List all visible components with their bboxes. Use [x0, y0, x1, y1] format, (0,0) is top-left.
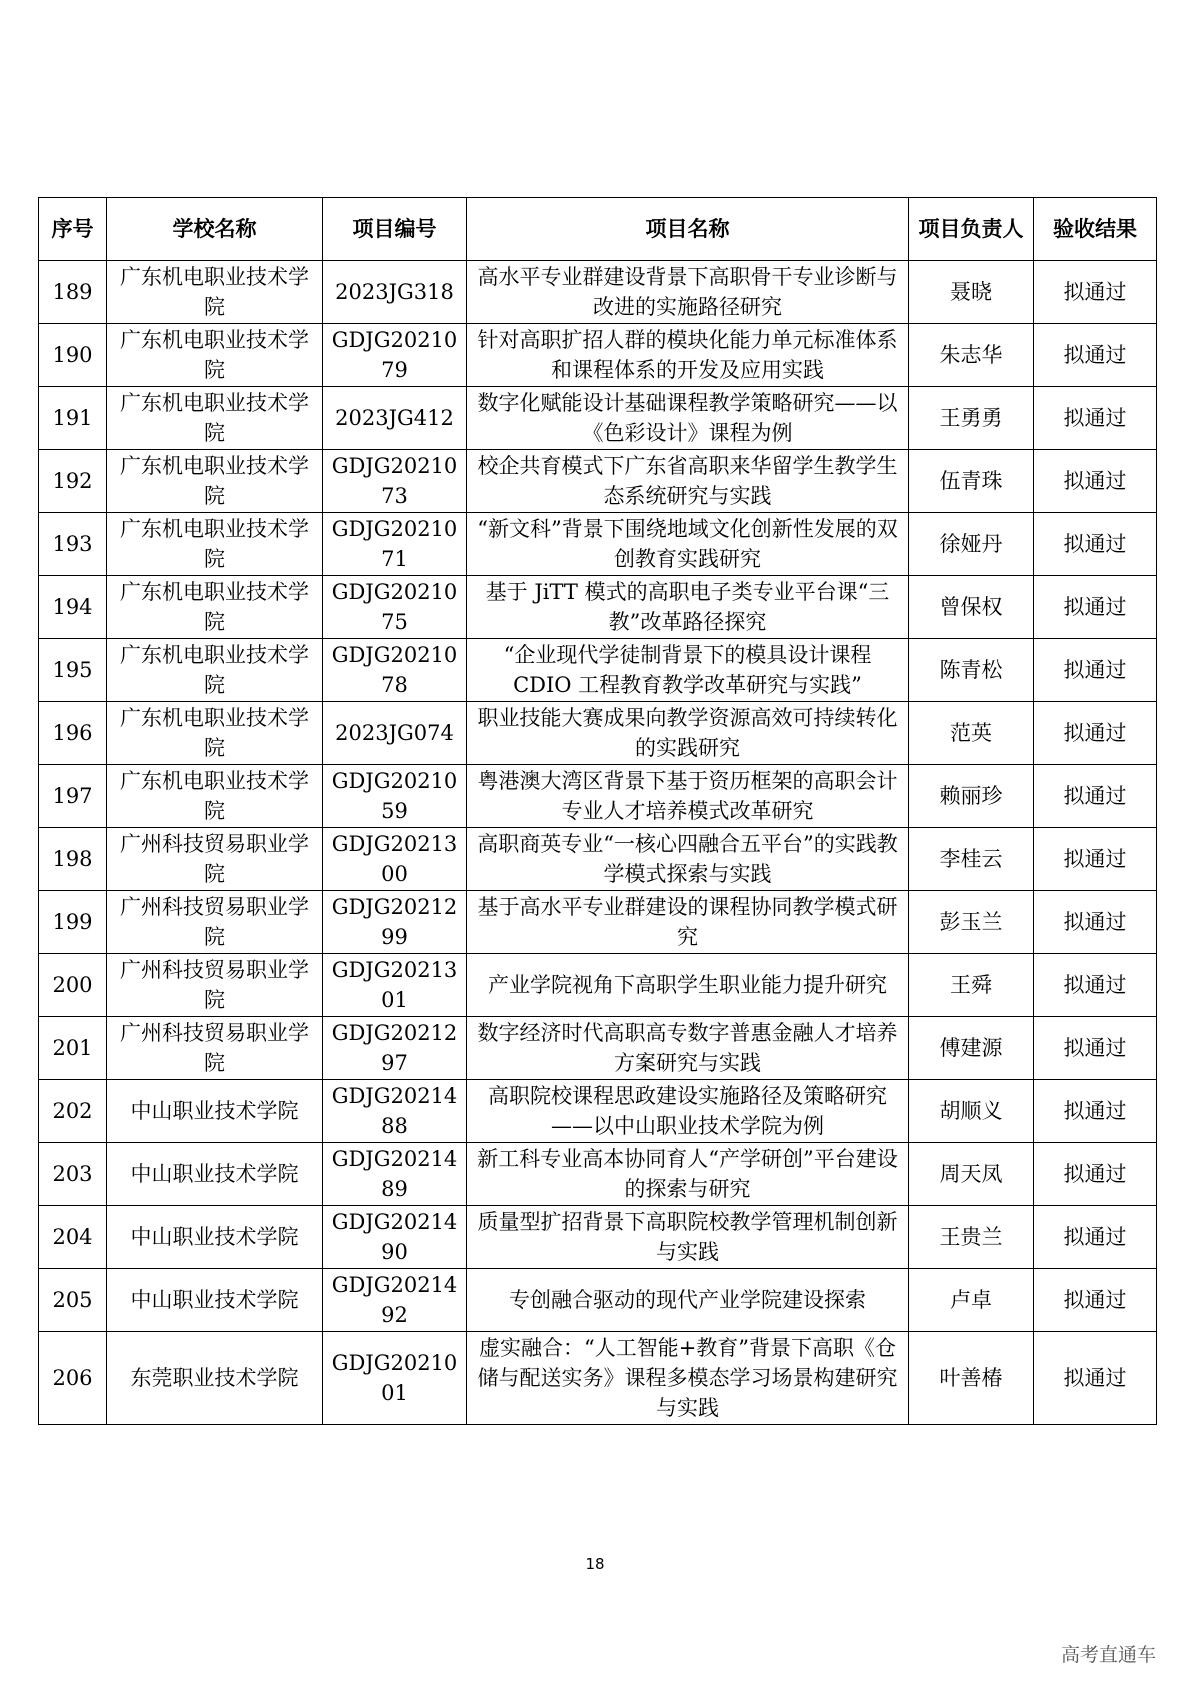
cell-result: 拟通过: [1034, 261, 1157, 324]
cell-result: 拟通过: [1034, 1143, 1157, 1206]
cell-result: 拟通过: [1034, 1206, 1157, 1269]
cell-project-name: 新工科专业高本协同育人“产学研创”平台建设的探索与研究: [467, 1143, 909, 1206]
cell-school: 中山职业技术学院: [107, 1269, 323, 1332]
cell-code: 2023JG412: [323, 387, 467, 450]
cell-school: 广东机电职业技术学院: [107, 513, 323, 576]
cell-school: 广东机电职业技术学院: [107, 702, 323, 765]
cell-code: 2023JG318: [323, 261, 467, 324]
cell-index: 205: [39, 1269, 107, 1332]
cell-index: 201: [39, 1017, 107, 1080]
cell-leader: 赖丽珍: [909, 765, 1034, 828]
cell-code: GDJG2021073: [323, 450, 467, 513]
cell-code: GDJG2021297: [323, 1017, 467, 1080]
cell-school: 广东机电职业技术学院: [107, 324, 323, 387]
table-row: [39, 765, 1157, 828]
cell-leader: 胡顺义: [909, 1080, 1034, 1143]
cell-code: GDJG2021489: [323, 1143, 467, 1206]
acceptance-table: [38, 197, 1157, 1425]
cell-code: GDJG2021071: [323, 513, 467, 576]
table-row: [39, 1206, 1157, 1269]
cell-index: 194: [39, 576, 107, 639]
cell-project-name: 基于 JiTT 模式的高职电子类专业平台课“三教”改革路径探究: [467, 576, 909, 639]
cell-leader: 王勇勇: [909, 387, 1034, 450]
page-number: 18: [585, 1555, 605, 1573]
cell-index: 190: [39, 324, 107, 387]
cell-project-name: 校企共育模式下广东省高职来华留学生教学生态系统研究与实践: [467, 450, 909, 513]
table-row: [39, 891, 1157, 954]
cell-school: 广东机电职业技术学院: [107, 387, 323, 450]
cell-index: 198: [39, 828, 107, 891]
cell-leader: 卢卓: [909, 1269, 1034, 1332]
cell-project-name: 数字经济时代高职高专数字普惠金融人才培养方案研究与实践: [467, 1017, 909, 1080]
cell-result: 拟通过: [1034, 765, 1157, 828]
watermark: 高考直通车: [1060, 1644, 1156, 1666]
header-result: 验收结果: [1034, 198, 1157, 261]
cell-result: 拟通过: [1034, 450, 1157, 513]
table-row: [39, 324, 1157, 387]
table-row: [39, 387, 1157, 450]
cell-school: 广东机电职业技术学院: [107, 261, 323, 324]
cell-index: 200: [39, 954, 107, 1017]
cell-school: 中山职业技术学院: [107, 1206, 323, 1269]
cell-code: GDJG2021300: [323, 828, 467, 891]
cell-leader: 傅建源: [909, 1017, 1034, 1080]
table-row: [39, 1269, 1157, 1332]
cell-school: 广东机电职业技术学院: [107, 576, 323, 639]
table-row: [39, 954, 1157, 1017]
cell-code: GDJG2021299: [323, 891, 467, 954]
cell-result: 拟通过: [1034, 702, 1157, 765]
cell-school: 中山职业技术学院: [107, 1080, 323, 1143]
cell-code: GDJG2021075: [323, 576, 467, 639]
cell-school: 广州科技贸易职业学院: [107, 828, 323, 891]
cell-leader: 聂晓: [909, 261, 1034, 324]
cell-code: 2023JG074: [323, 702, 467, 765]
cell-code: GDJG2021301: [323, 954, 467, 1017]
cell-leader: 李桂云: [909, 828, 1034, 891]
cell-leader: 陈青松: [909, 639, 1034, 702]
cell-index: 203: [39, 1143, 107, 1206]
table-row: [39, 576, 1157, 639]
cell-result: 拟通过: [1034, 828, 1157, 891]
table-header-row: [39, 198, 1157, 261]
cell-school: 广东机电职业技术学院: [107, 450, 323, 513]
table-row: [39, 1080, 1157, 1143]
cell-project-name: “新文科”背景下围绕地域文化创新性发展的双创教育实践研究: [467, 513, 909, 576]
header-school: 学校名称: [107, 198, 323, 261]
cell-index: 193: [39, 513, 107, 576]
cell-index: 197: [39, 765, 107, 828]
cell-result: 拟通过: [1034, 954, 1157, 1017]
cell-code: GDJG2021490: [323, 1206, 467, 1269]
cell-index: 192: [39, 450, 107, 513]
cell-result: 拟通过: [1034, 639, 1157, 702]
cell-school: 广州科技贸易职业学院: [107, 1017, 323, 1080]
header-code: 项目编号: [323, 198, 467, 261]
cell-code: GDJG2021001: [323, 1332, 467, 1425]
cell-leader: 彭玉兰: [909, 891, 1034, 954]
cell-school: 中山职业技术学院: [107, 1143, 323, 1206]
cell-result: 拟通过: [1034, 1017, 1157, 1080]
cell-code: GDJG2021488: [323, 1080, 467, 1143]
cell-project-name: 虚实融合：“人工智能+教育”背景下高职《仓储与配送实务》课程多模态学习场景构建研究与实践: [467, 1332, 909, 1425]
table-row: [39, 513, 1157, 576]
cell-index: 191: [39, 387, 107, 450]
cell-result: 拟通过: [1034, 1080, 1157, 1143]
cell-project-name: 职业技能大赛成果向教学资源高效可持续转化的实践研究: [467, 702, 909, 765]
header-index: 序号: [39, 198, 107, 261]
cell-code: GDJG2021059: [323, 765, 467, 828]
cell-leader: 王舜: [909, 954, 1034, 1017]
cell-leader: 叶善椿: [909, 1332, 1034, 1425]
header-project-name: 项目名称: [467, 198, 909, 261]
cell-project-name: 质量型扩招背景下高职院校教学管理机制创新与实践: [467, 1206, 909, 1269]
cell-index: 189: [39, 261, 107, 324]
table-body: [39, 261, 1157, 1425]
cell-code: GDJG2021492: [323, 1269, 467, 1332]
cell-project-name: 粤港澳大湾区背景下基于资历框架的高职会计专业人才培养模式改革研究: [467, 765, 909, 828]
cell-project-name: 基于高水平专业群建设的课程协同教学模式研究: [467, 891, 909, 954]
cell-index: 199: [39, 891, 107, 954]
cell-project-name: 专创融合驱动的现代产业学院建设探索: [467, 1269, 909, 1332]
cell-result: 拟通过: [1034, 1269, 1157, 1332]
cell-index: 204: [39, 1206, 107, 1269]
cell-index: 196: [39, 702, 107, 765]
cell-result: 拟通过: [1034, 513, 1157, 576]
table-row: [39, 450, 1157, 513]
cell-leader: 伍青珠: [909, 450, 1034, 513]
table-row: [39, 1332, 1157, 1425]
cell-school: 广东机电职业技术学院: [107, 639, 323, 702]
table-row: [39, 1143, 1157, 1206]
cell-code: GDJG2021079: [323, 324, 467, 387]
cell-result: 拟通过: [1034, 1332, 1157, 1425]
cell-school: 广州科技贸易职业学院: [107, 954, 323, 1017]
cell-project-name: 针对高职扩招人群的模块化能力单元标准体系和课程体系的开发及应用实践: [467, 324, 909, 387]
cell-project-name: 高水平专业群建设背景下高职骨干专业诊断与改进的实施路径研究: [467, 261, 909, 324]
cell-leader: 周天凤: [909, 1143, 1034, 1206]
cell-project-name: 高职商英专业“一核心四融合五平台”的实践教学模式探索与实践: [467, 828, 909, 891]
cell-project-name: 产业学院视角下高职学生职业能力提升研究: [467, 954, 909, 1017]
cell-result: 拟通过: [1034, 387, 1157, 450]
cell-leader: 王贵兰: [909, 1206, 1034, 1269]
cell-school: 东莞职业技术学院: [107, 1332, 323, 1425]
cell-leader: 曾保权: [909, 576, 1034, 639]
cell-project-name: 数字化赋能设计基础课程教学策略研究——以《色彩设计》课程为例: [467, 387, 909, 450]
cell-leader: 徐娅丹: [909, 513, 1034, 576]
cell-result: 拟通过: [1034, 324, 1157, 387]
cell-school: 广州科技贸易职业学院: [107, 891, 323, 954]
table-row: [39, 1017, 1157, 1080]
cell-project-name: 高职院校课程思政建设实施路径及策略研究——以中山职业技术学院为例: [467, 1080, 909, 1143]
table-row: [39, 261, 1157, 324]
cell-result: 拟通过: [1034, 891, 1157, 954]
cell-code: GDJG2021078: [323, 639, 467, 702]
header-leader: 项目负责人: [909, 198, 1034, 261]
cell-index: 202: [39, 1080, 107, 1143]
table-row: [39, 828, 1157, 891]
table-row: [39, 702, 1157, 765]
table-row: [39, 639, 1157, 702]
cell-index: 206: [39, 1332, 107, 1425]
cell-result: 拟通过: [1034, 576, 1157, 639]
cell-leader: 朱志华: [909, 324, 1034, 387]
cell-school: 广东机电职业技术学院: [107, 765, 323, 828]
cell-project-name: “企业现代学徒制背景下的模具设计课程 CDIO 工程教育教学改革研究与实践”: [467, 639, 909, 702]
cell-leader: 范英: [909, 702, 1034, 765]
cell-index: 195: [39, 639, 107, 702]
